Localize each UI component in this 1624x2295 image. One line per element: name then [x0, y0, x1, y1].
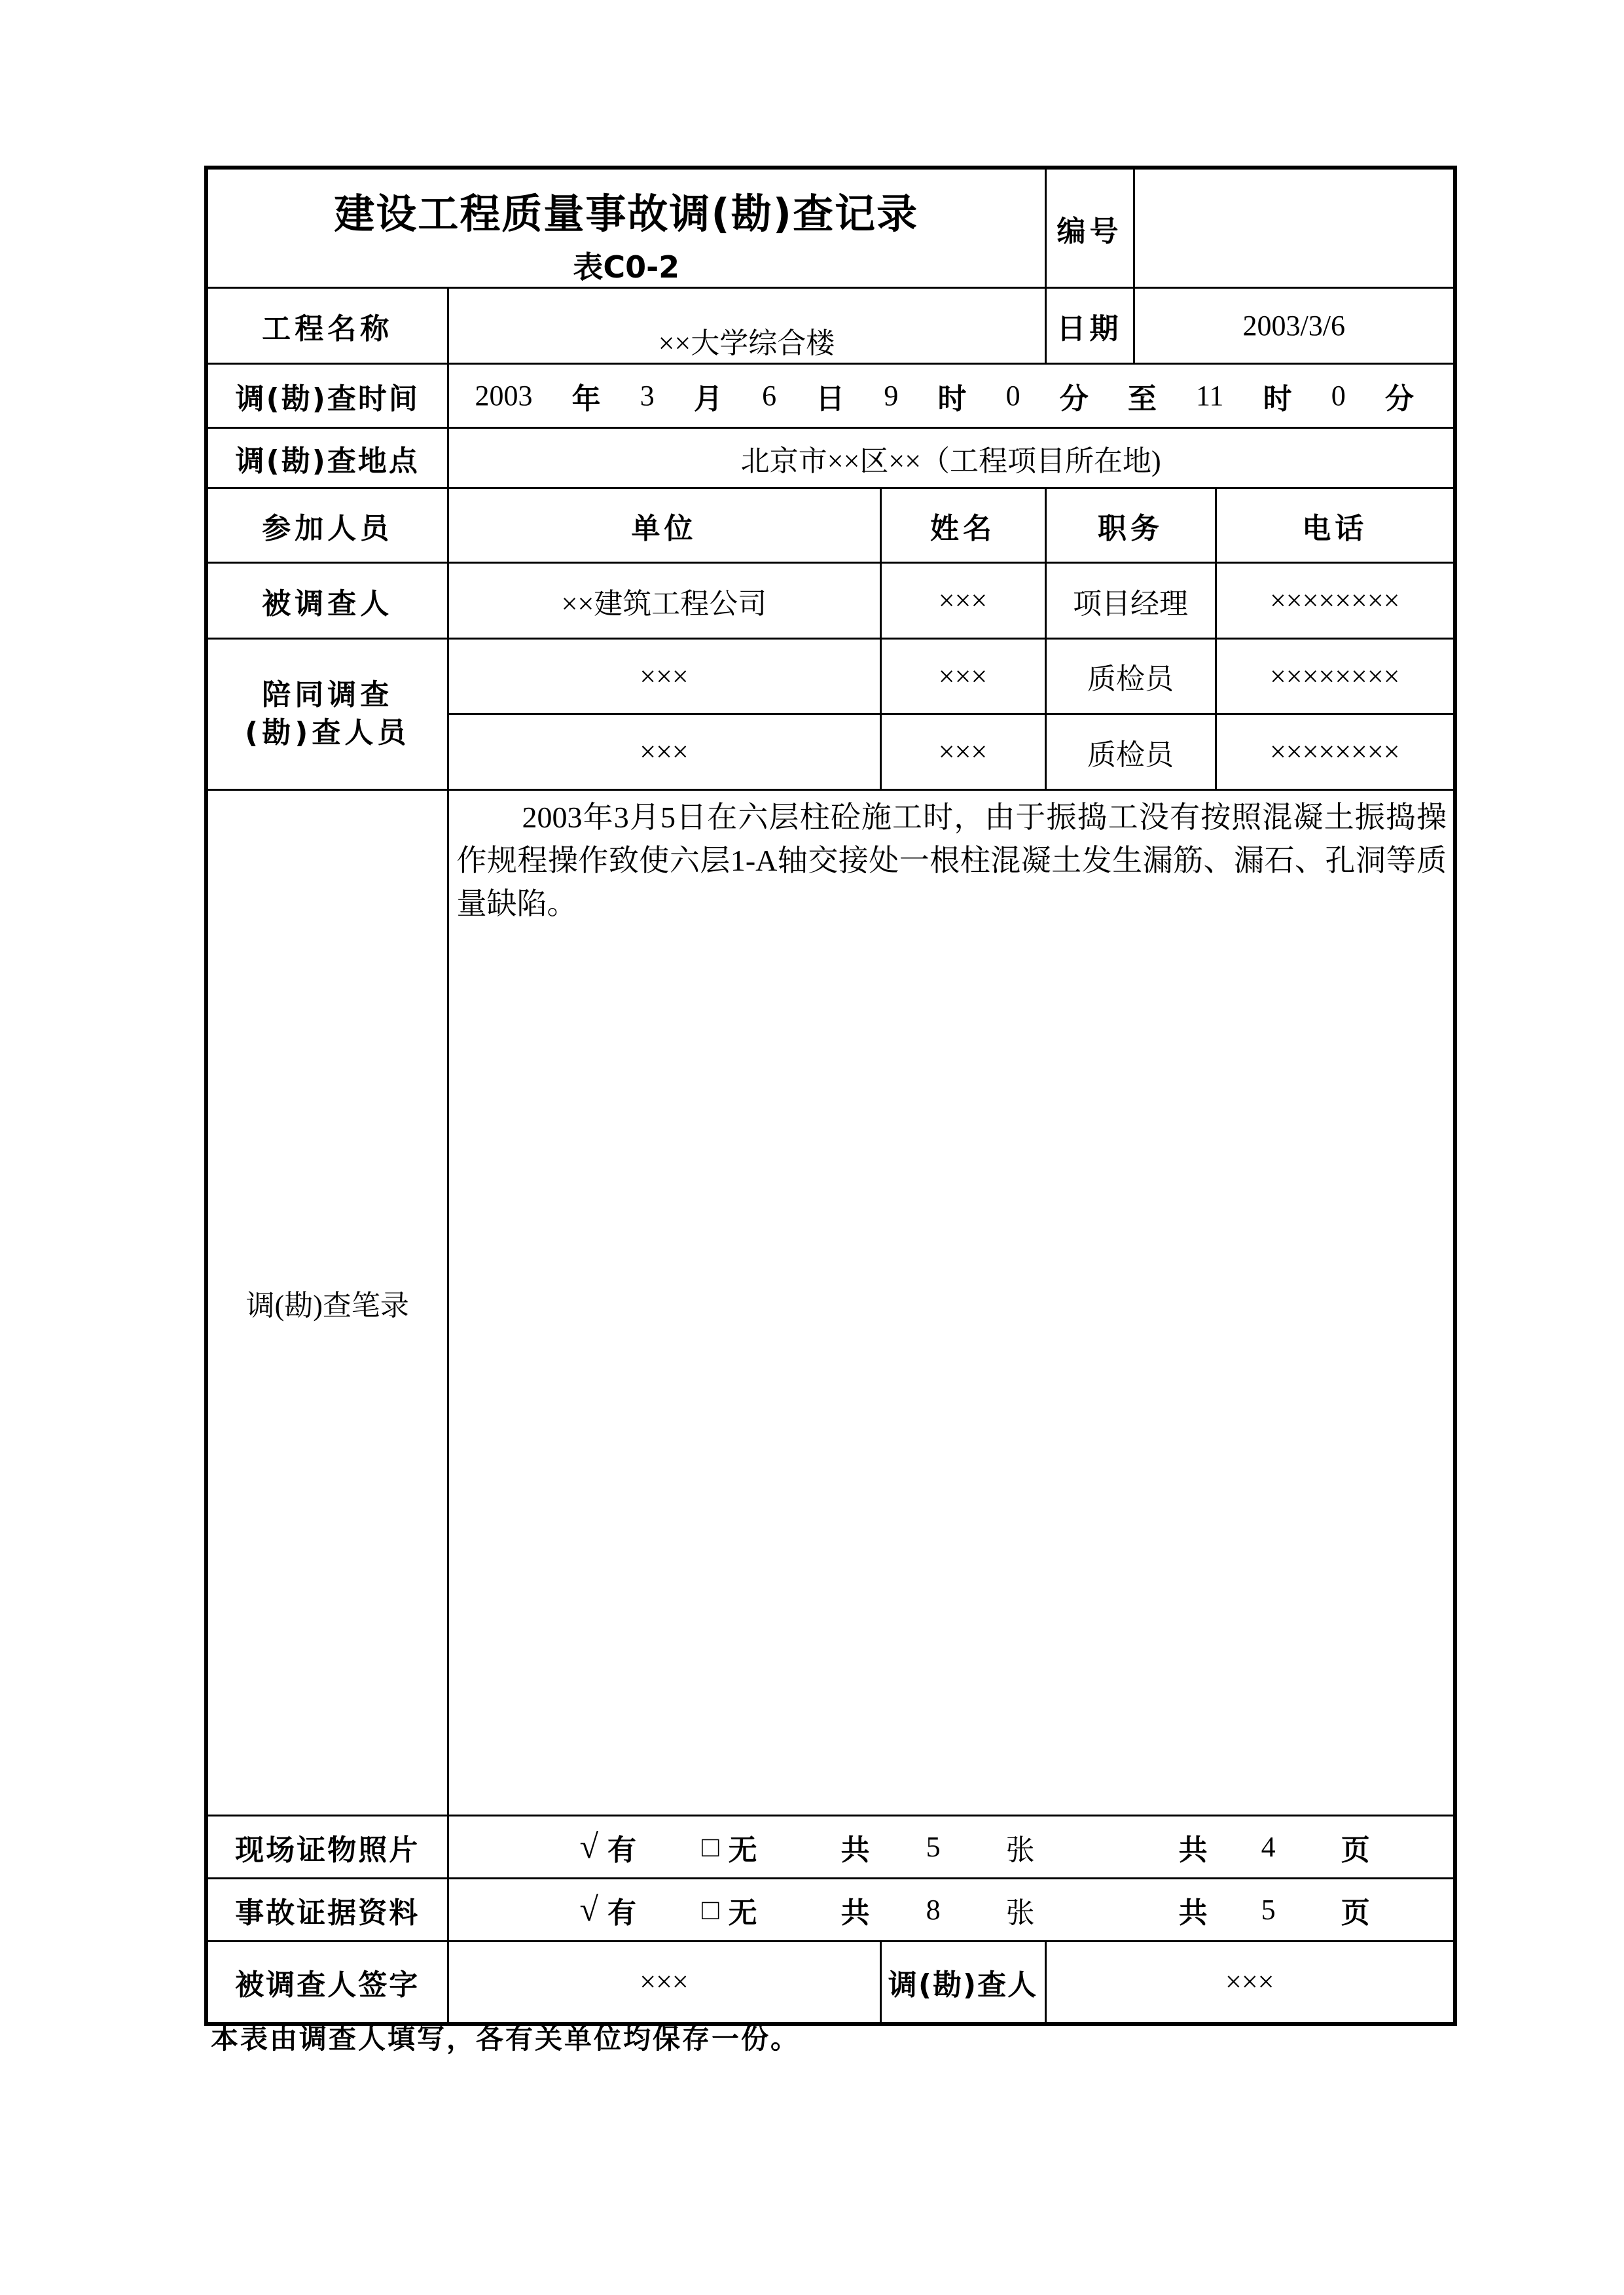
- month-unit: 月: [693, 382, 723, 416]
- day-value: 6: [762, 380, 777, 412]
- end-hour-value: 11: [1196, 380, 1224, 412]
- year-unit: 年: [571, 382, 601, 416]
- accompany-1-position[interactable]: 质检员: [1045, 639, 1216, 714]
- participants-label: 参加人员: [206, 488, 448, 563]
- survey-location-label: 调(勘)查地点: [206, 428, 448, 488]
- documents-none: 无: [728, 1896, 757, 1930]
- column-unit-header: 单位: [448, 488, 880, 563]
- surveyed-signature-label: 被调查人签字: [206, 1942, 448, 2024]
- notes-text: 2003年3月5日在六层柱砼施工时，由于振捣工没有按照混凝土振捣操作规程操作致使六层1-A轴交接处一根柱混凝土发生漏筋、漏石、孔洞等质量缺陷。: [456, 801, 1447, 920]
- photos-pages: 4: [1261, 1831, 1276, 1863]
- date-value[interactable]: 2003/3/6: [1134, 288, 1455, 364]
- column-phone-header: 电话: [1216, 488, 1455, 563]
- title-cell: [206, 168, 1045, 288]
- survey-location-value[interactable]: 北京市××区××（工程项目所在地): [448, 428, 1455, 488]
- accompany-2-position[interactable]: 质检员: [1045, 714, 1216, 790]
- documents-total-label: 共: [840, 1896, 870, 1930]
- start-minute-unit: 分: [1059, 382, 1089, 416]
- notes-label: 调(勘)查笔录: [206, 790, 448, 1816]
- documents-count-unit: 张: [1005, 1896, 1035, 1929]
- photos-count-unit: 张: [1005, 1834, 1035, 1866]
- surveyed-position[interactable]: 项目经理: [1045, 563, 1216, 639]
- accompany-1-phone[interactable]: ××××××××: [1216, 639, 1455, 714]
- month-value: 3: [640, 380, 655, 412]
- notes-area[interactable]: [448, 790, 1455, 1816]
- accompany-1-unit[interactable]: ×××: [448, 639, 880, 714]
- documents-check-icon: √: [579, 1891, 599, 1928]
- survey-time-value[interactable]: [448, 364, 1455, 428]
- accompany-1-name[interactable]: ×××: [880, 639, 1045, 714]
- number-field[interactable]: [1134, 168, 1455, 288]
- survey-time-label: 调(勘)查时间: [206, 364, 448, 428]
- documents-box-icon: □: [702, 1894, 719, 1926]
- start-minute-value: 0: [1005, 380, 1020, 412]
- photos-total-label: 共: [840, 1833, 870, 1867]
- project-name-label: 工程名称: [206, 288, 448, 364]
- surveyed-phone[interactable]: ××××××××: [1216, 563, 1455, 639]
- start-hour-unit: 时: [937, 382, 967, 416]
- documents-have: 有: [607, 1896, 637, 1930]
- surveyed-signature-value[interactable]: ×××: [448, 1942, 880, 2024]
- photos-pages-unit: 页: [1341, 1833, 1370, 1867]
- column-position-header: 职务: [1045, 488, 1216, 563]
- accompany-label-line2: (勘)查人员: [245, 716, 410, 750]
- end-hour-unit: 时: [1263, 382, 1292, 416]
- surveyed-name[interactable]: ×××: [880, 563, 1045, 639]
- day-unit: 日: [816, 382, 845, 416]
- photos-none: 无: [728, 1833, 757, 1867]
- form-title: 建设工程质量事故调(勘)查记录: [334, 190, 919, 238]
- to-label: 至: [1127, 382, 1157, 416]
- date-label: 日期: [1045, 288, 1134, 364]
- documents-pages-unit: 页: [1341, 1896, 1370, 1930]
- surveyed-unit[interactable]: ××建筑工程公司: [448, 563, 880, 639]
- photos-pages-label: 共: [1178, 1833, 1208, 1867]
- photos-have: 有: [607, 1833, 637, 1867]
- footnote: 本表由调查人填写，各有关单位均保存一份。: [211, 2023, 801, 2055]
- accompany-2-phone[interactable]: ××××××××: [1216, 714, 1455, 790]
- form-code: 表C0-2: [573, 249, 680, 285]
- documents-pages: 5: [1261, 1894, 1276, 1926]
- photos-check-icon: √: [579, 1828, 599, 1866]
- photos-box-icon: □: [702, 1831, 719, 1863]
- documents-count: 8: [926, 1894, 941, 1926]
- documents-label: 事故证据资料: [206, 1879, 448, 1942]
- photos-label: 现场证物照片: [206, 1816, 448, 1879]
- surveyed-person-label: 被调查人: [206, 563, 448, 639]
- surveyor-label: 调(勘)查人: [880, 1942, 1045, 2024]
- photos-value[interactable]: [448, 1816, 1455, 1879]
- documents-pages-label: 共: [1178, 1896, 1208, 1930]
- accompany-label: [206, 639, 448, 790]
- surveyor-value[interactable]: ×××: [1045, 1942, 1455, 2024]
- survey-record-table: [204, 166, 1457, 2026]
- end-minute-value: 0: [1331, 380, 1346, 412]
- documents-value[interactable]: [448, 1879, 1455, 1942]
- accompany-2-unit[interactable]: ×××: [448, 714, 880, 790]
- column-name-header: 姓名: [880, 488, 1045, 563]
- project-name-value[interactable]: ××大学综合楼: [448, 288, 1045, 364]
- start-hour-value: 9: [884, 380, 899, 412]
- photos-count: 5: [926, 1831, 941, 1863]
- number-label: 编号: [1045, 168, 1134, 288]
- end-minute-unit: 分: [1384, 382, 1414, 416]
- year-value: 2003: [475, 380, 533, 412]
- accompany-2-name[interactable]: ×××: [880, 714, 1045, 790]
- accompany-label-line1: 陪同调查: [262, 678, 393, 712]
